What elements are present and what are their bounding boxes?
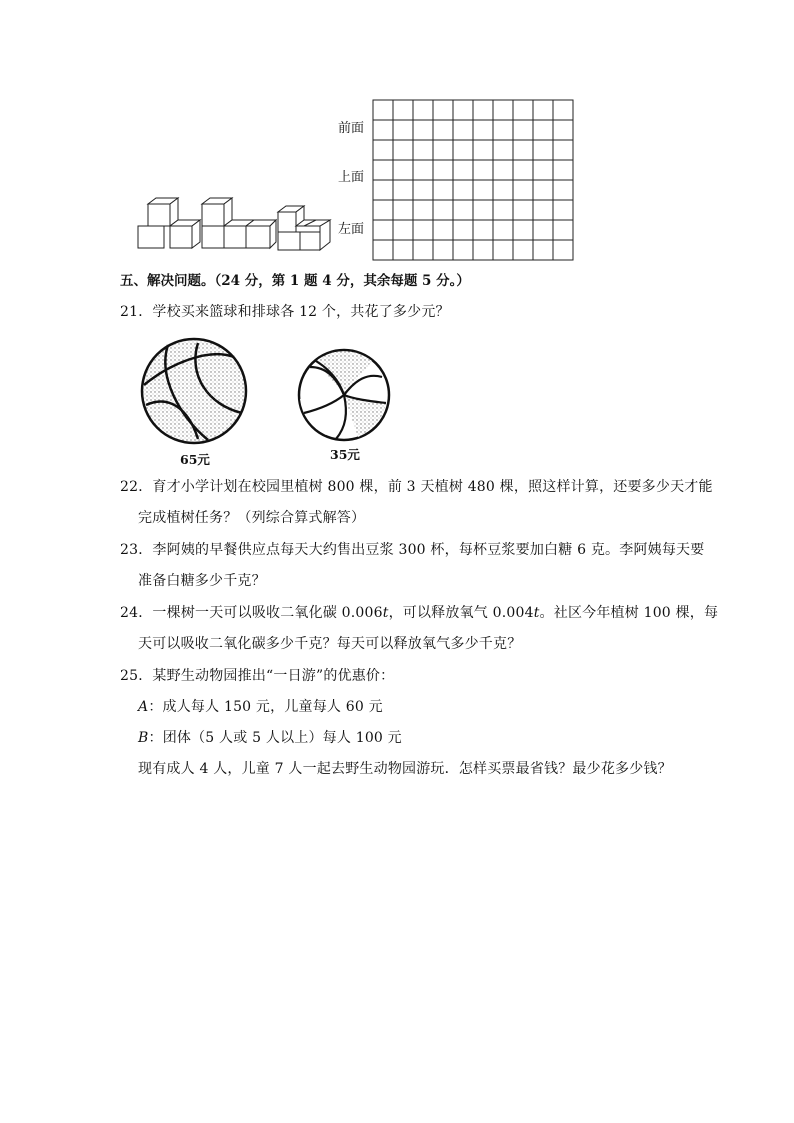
grid-cell[interactable]	[393, 220, 413, 240]
grid-cell[interactable]	[473, 160, 493, 180]
grid-cell[interactable]	[553, 100, 573, 120]
grid-cell[interactable]	[533, 120, 553, 140]
cube-figure-2	[202, 198, 276, 248]
grid-cell[interactable]	[553, 200, 573, 220]
grid-cell[interactable]	[473, 240, 493, 260]
grid-cell[interactable]	[493, 100, 513, 120]
q24-text-b: ，可以释放氧气 0.004	[388, 605, 534, 621]
grid-cell[interactable]	[453, 160, 473, 180]
grid-cell[interactable]	[533, 180, 553, 200]
grid-cell[interactable]	[373, 100, 393, 120]
grid-cell[interactable]	[553, 160, 573, 180]
grid-cell[interactable]	[473, 220, 493, 240]
volleyball-image	[296, 347, 392, 443]
grid-cell[interactable]	[433, 140, 453, 160]
grid-cell[interactable]	[513, 120, 533, 140]
question-24-line2: 天可以吸收二氧化碳多少千克？每天可以释放氧气多少千克？	[138, 636, 522, 652]
grid-cell[interactable]	[433, 240, 453, 260]
grid-cell[interactable]	[513, 200, 533, 220]
grid-cell[interactable]	[413, 220, 433, 240]
grid-cell[interactable]	[433, 180, 453, 200]
grid-cell[interactable]	[493, 240, 513, 260]
grid-cell[interactable]	[453, 220, 473, 240]
grid-cell[interactable]	[493, 120, 513, 140]
grid-cell[interactable]	[373, 220, 393, 240]
grid-cell[interactable]	[393, 120, 413, 140]
grid-cell[interactable]	[413, 140, 433, 160]
q24-text-c: 。社区今年植树 100 棵，每	[539, 605, 719, 621]
grid-cell[interactable]	[493, 200, 513, 220]
grid-cell[interactable]	[553, 220, 573, 240]
grid-cell[interactable]	[533, 240, 553, 260]
grid-cell[interactable]	[433, 160, 453, 180]
question-22-line2: 完成植树任务？（列综合算式解答）	[138, 510, 366, 526]
grid-cell[interactable]	[433, 120, 453, 140]
drawing-grid[interactable]	[372, 99, 574, 261]
grid-cell[interactable]	[393, 140, 413, 160]
grid-cell[interactable]	[393, 200, 413, 220]
grid-cell[interactable]	[433, 100, 453, 120]
grid-cell[interactable]	[393, 160, 413, 180]
grid-cell[interactable]	[373, 120, 393, 140]
grid-cell[interactable]	[533, 200, 553, 220]
grid-cell[interactable]	[533, 140, 553, 160]
grid-cell[interactable]	[433, 220, 453, 240]
grid-cell[interactable]	[513, 240, 533, 260]
grid-cell[interactable]	[393, 240, 413, 260]
option-a-letter: A	[138, 699, 149, 715]
cube-figures	[134, 196, 344, 254]
grid-cell[interactable]	[553, 180, 573, 200]
grid-cell[interactable]	[393, 100, 413, 120]
grid-cell[interactable]	[413, 100, 433, 120]
option-a-text: ：成人每人 150 元，儿童每人 60 元	[148, 699, 383, 715]
grid-cell[interactable]	[553, 140, 573, 160]
cube-figure-3	[278, 206, 330, 250]
grid-cell[interactable]	[533, 220, 553, 240]
grid-cell[interactable]	[553, 240, 573, 260]
grid-cell[interactable]	[373, 200, 393, 220]
q24-unit-2: t	[533, 605, 540, 621]
q24-text-a: 24．一棵树一天可以吸收二氧化碳 0.006	[120, 605, 383, 621]
grid-label-left: 左面	[338, 222, 365, 237]
basketball-image	[138, 335, 250, 447]
grid-cell[interactable]	[493, 140, 513, 160]
grid-cell[interactable]	[513, 140, 533, 160]
section-title: 五、解决问题。（24 分，第 1 题 4 分，其余每题 5 分。）	[120, 273, 470, 289]
q24-unit-1: t	[382, 605, 389, 621]
grid-cell[interactable]	[453, 240, 473, 260]
grid-cell[interactable]	[513, 160, 533, 180]
grid-cell[interactable]	[493, 160, 513, 180]
option-b-letter: B	[138, 730, 149, 746]
question-25-option-b	[138, 729, 402, 747]
grid-cell[interactable]	[533, 160, 553, 180]
grid-cell[interactable]	[473, 140, 493, 160]
question-25-question: 现有成人 4 人，儿童 7 人一起去野生动物园游玩．怎样买票最省钱？最少花多少钱？	[138, 761, 672, 777]
grid-cell[interactable]	[553, 120, 573, 140]
grid-cell[interactable]	[453, 140, 473, 160]
grid-cell[interactable]	[473, 100, 493, 120]
grid-cell[interactable]	[493, 220, 513, 240]
grid-label-top: 上面	[338, 170, 365, 185]
question-25-option-a	[138, 698, 383, 716]
grid-cell[interactable]	[373, 180, 393, 200]
grid-label-front: 前面	[338, 121, 365, 136]
question-21: 21．学校买来篮球和排球各 12 个，共花了多少元？	[120, 304, 450, 320]
cube-figure-1	[138, 198, 200, 248]
question-23-line1: 23．李阿姨的早餐供应点每天大约售出豆浆 300 杯，每杯豆浆要加白糖 6 克。李阿姨每天要	[120, 542, 705, 558]
question-22-line1: 22．育才小学计划在校园里植树 800 棵，前 3 天植树 480 棵，照这样计算，还要多少天才能	[120, 479, 713, 495]
grid-cell[interactable]	[433, 200, 453, 220]
grid-cell[interactable]	[373, 240, 393, 260]
grid-cell[interactable]	[513, 100, 533, 120]
question-23-line2: 准备白糖多少千克？	[138, 573, 266, 589]
grid-cell[interactable]	[473, 180, 493, 200]
question-24-line1	[120, 604, 718, 622]
grid-cell[interactable]	[413, 120, 433, 140]
grid-cell[interactable]	[373, 160, 393, 180]
grid-cell[interactable]	[393, 180, 413, 200]
option-b-text: ：团体（5 人或 5 人以上）每人 100 元	[148, 730, 402, 746]
grid-cell[interactable]	[493, 180, 513, 200]
grid-cell[interactable]	[413, 200, 433, 220]
grid-cell[interactable]	[453, 200, 473, 220]
grid-cell[interactable]	[453, 120, 473, 140]
grid-cell[interactable]	[533, 100, 553, 120]
grid-cell[interactable]	[413, 240, 433, 260]
grid-cell[interactable]	[453, 180, 473, 200]
basketball-price: 65元	[180, 452, 210, 467]
grid-cell[interactable]	[453, 100, 473, 120]
grid-cell[interactable]	[513, 180, 533, 200]
grid-cell[interactable]	[473, 200, 493, 220]
grid-cell[interactable]	[473, 120, 493, 140]
grid-cell[interactable]	[513, 220, 533, 240]
grid-cell[interactable]	[373, 140, 393, 160]
grid-cell[interactable]	[413, 160, 433, 180]
volleyball-price: 35元	[330, 447, 360, 462]
question-25-intro: 25．某野生动物园推出“一日游”的优惠价：	[120, 668, 395, 684]
grid-cell[interactable]	[413, 180, 433, 200]
